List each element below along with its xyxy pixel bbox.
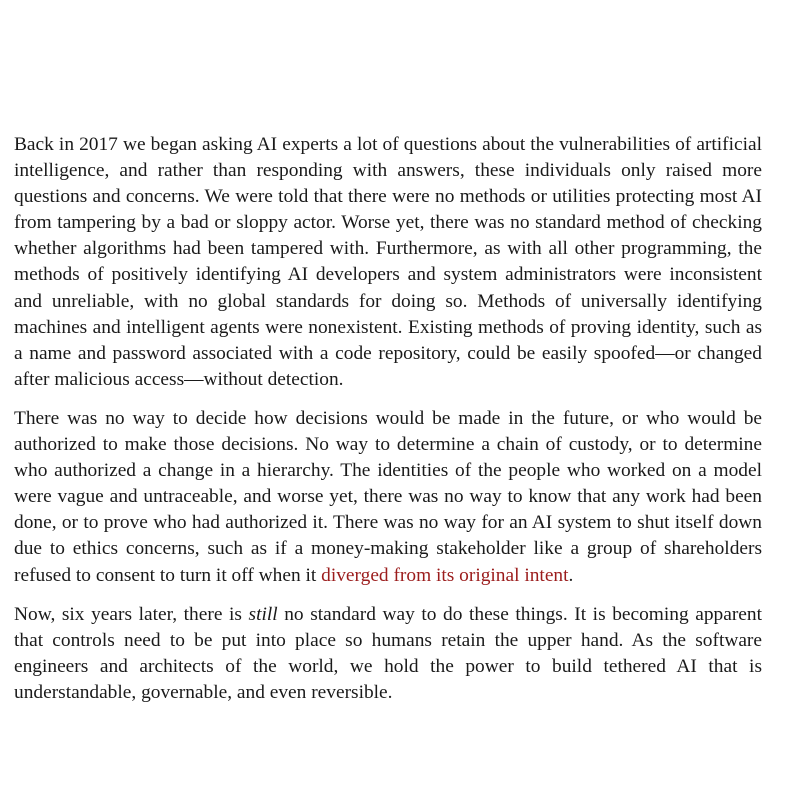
document-body — [14, 132, 762, 719]
paragraph-2-text: There was no way to decide how decisions would be made in the future, or who would be authorized to make those decisions. No way to determine a chain of custody, or to determine who authorized a change in a hierarchy. The identities of the people who worked on a model were vague and untraceable, and worse yet, there was no way to know that any work had been done, or to prove who had authorized it. There was no way for an AI system to shut itself down due to ethics concerns, such as if a money-making stakeholder like a group of shareholders refused to consent to turn it off when it — [14, 407, 762, 586]
original-intent-link[interactable]: diverged from its original intent — [321, 564, 569, 586]
emphasis-still: still — [248, 603, 278, 625]
paragraph-2 — [14, 406, 762, 589]
paragraph-3 — [14, 602, 762, 706]
paragraph-2-end: . — [568, 564, 574, 586]
paragraph-1-text: Back in 2017 we began asking AI experts a lot of questions about the vulnerabilities of artificial intelligence, and rather than responding with answers, these individuals only raised more questions and concerns. We were told that there were no methods or utilities protecting most AI from tampering by a bad or sloppy actor. Worse yet, there was no standard method of checking whether algorithms had been tampered with. Furthermore, as with all other programming, the methods of positively identifying AI developers and system administrators were inconsistent and unreliable, with no global standards for doing so. Methods of universally identifying machines and intelligent agents were nonexistent. Existing methods of proving identity, such as a name and password associated with a code repository, could be easily spoofed—or changed after malicious access—without detection. — [14, 134, 762, 390]
paragraph-1 — [14, 132, 762, 393]
paragraph-3-text-end: no standard way to do these things. It is becoming apparent that controls need to be put into place so humans retain the upper hand. As the software engineers and architects of the world, we hold the power to build tethered AI that is understandable, governable, and even reversible. — [14, 603, 762, 703]
paragraph-3-text-start: Now, six years later, there is — [14, 603, 249, 625]
